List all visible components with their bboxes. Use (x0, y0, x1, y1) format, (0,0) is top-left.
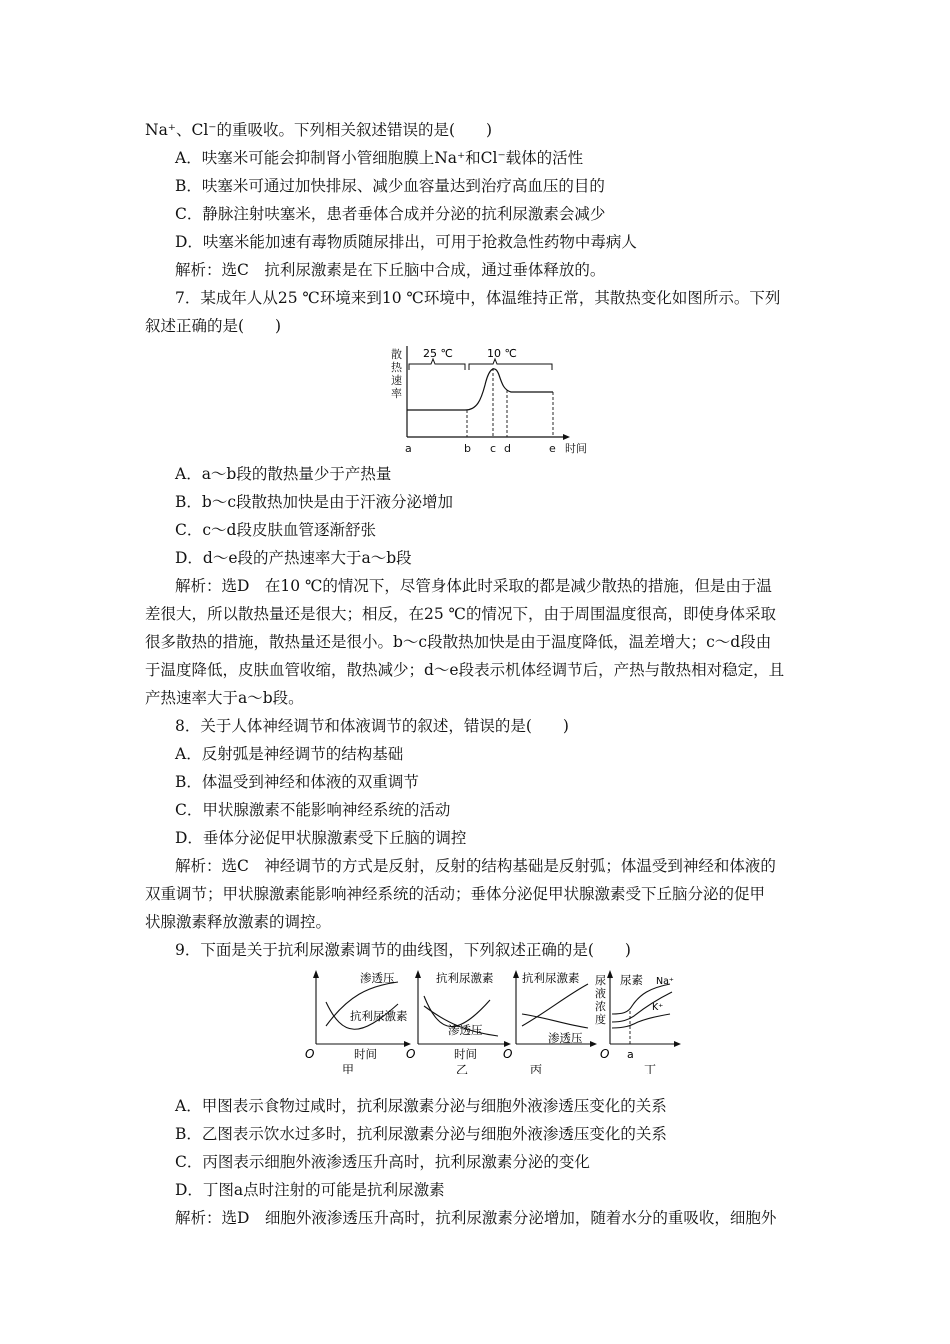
option-line: B．b～c段散热加快是由于汗液分泌增加 (175, 493, 453, 511)
analysis-line: 于温度降低，皮肤血管收缩，散热减少；d～e段表示机体经调节后，产热与散热相对稳定，且 (145, 661, 785, 679)
origin-label: O (406, 1047, 416, 1061)
option-line: D．垂体分泌促甲状腺激素受下丘脑的调控 (175, 829, 467, 847)
figure-9-adh-charts (298, 966, 688, 1074)
analysis-line: 状腺激素释放激素的调控。 (145, 913, 332, 931)
point-c: c (490, 442, 497, 455)
curve-adh (424, 996, 490, 1027)
curve-adh (522, 984, 588, 1026)
panel-bing (503, 970, 597, 1074)
label-k: K⁺ (652, 1002, 664, 1013)
label-urea: 尿素 (620, 973, 643, 987)
option-line: A．a～b段的散热量少于产热量 (175, 465, 392, 483)
point-b: b (464, 442, 471, 455)
y-label-char: 尿 (595, 974, 606, 987)
label-bottom: 渗透压 (448, 1023, 483, 1037)
question-9-stem: 9．下面是关于抗利尿激素调节的曲线图，下列叙述正确的是( ) (175, 941, 631, 959)
origin-label: O (305, 1047, 315, 1061)
option-line: C．c～d段皮肤血管逐渐舒张 (175, 521, 376, 539)
y-label-char: 散 (391, 348, 402, 361)
label-top: 抗利尿激素 (522, 971, 580, 985)
zone-10-bracket (469, 359, 552, 370)
option-line: C．静脉注射呋塞米，患者垂体合成并分泌的抗利尿激素会减少 (175, 205, 606, 223)
point-e: e (549, 442, 556, 455)
x-axis-label: 时间 (354, 1047, 377, 1061)
option-line: A．呋塞米可能会抑制肾小管细胞膜上Na⁺和Cl⁻载体的活性 (175, 149, 584, 167)
x-axis-arrow (563, 434, 570, 440)
point-a: a (405, 442, 412, 455)
option-line: B．体温受到神经和体液的双重调节 (175, 773, 419, 791)
y-label-char: 率 (391, 387, 402, 400)
analysis-line: 解析：选C 抗利尿激素是在下丘脑中合成，通过垂体释放的。 (175, 261, 606, 279)
analysis-line: 很多散热的措施，散热量还是很小。b～c段散热加快是由于温度降低，温差增大；c～d段由 (145, 633, 772, 651)
panel-jia (305, 970, 411, 1074)
figure-7-heat-dissipation-chart (385, 340, 600, 456)
analysis-line: 产热速率大于a～b段。 (145, 689, 304, 707)
panel-caption: 乙 (456, 1063, 469, 1074)
analysis-line: 差很大，所以散热量还是很大；相反，在25 ℃的情况下，由于周围温度很高，即使身体采取 (145, 605, 776, 623)
origin-label: O (503, 1047, 513, 1061)
origin-label: O (600, 1047, 610, 1061)
y-label-char: 度 (595, 1013, 606, 1026)
y-label-char: 热 (391, 361, 402, 374)
option-line: A．反射弧是神经调节的结构基础 (175, 745, 404, 763)
zone-10-label: 10 ℃ (487, 347, 517, 360)
option-line: D．呋塞米能加速有毒物质随尿排出，可用于抢救急性药物中毒病人 (175, 233, 637, 251)
point-a: a (627, 1048, 634, 1061)
panel-caption: 甲 (342, 1063, 355, 1074)
label-top: 抗利尿激素 (436, 971, 494, 985)
option-line: C．丙图表示细胞外液渗透压升高时，抗利尿激素分泌的变化 (175, 1153, 590, 1171)
zone-25-bracket (409, 359, 465, 370)
analysis-line: 解析：选C 神经调节的方式是反射，反射的结构基础是反射弧；体温受到神经和体液的 (175, 857, 776, 875)
question-7-stem-cont: 叙述正确的是( ) (145, 317, 282, 335)
panel-caption: 丁 (644, 1063, 657, 1074)
analysis-line: 双重调节；甲状腺激素能影响神经系统的活动；垂体分泌促甲状腺激素受下丘脑分泌的促甲 (145, 885, 766, 903)
text-line: Na⁺、Cl⁻的重吸收。下列相关叙述错误的是( ) (145, 121, 493, 139)
x-axis-label: 时间 (565, 442, 587, 455)
label-top: 渗透压 (360, 971, 395, 985)
analysis-line: 解析：选D 细胞外液渗透压升高时，抗利尿激素分泌增加，随着水分的重吸收，细胞外 (175, 1209, 777, 1227)
panel-caption: 丙 (530, 1063, 543, 1074)
option-line: B．乙图表示饮水过多时，抗利尿激素分泌与细胞外液渗透压变化的关系 (175, 1125, 667, 1143)
curve-osmotic (522, 1014, 588, 1028)
analysis-line: 解析：选D 在10 ℃的情况下，尽管身体此时采取的都是减少散热的措施，但是由于温 (175, 577, 772, 595)
question-7-stem: 7．某成年人从25 ℃环境来到10 ℃环境中，体温维持正常，其散热变化如图所示。下列 (175, 289, 781, 307)
heat-dissipation-curve (407, 369, 553, 410)
panel-yi (406, 970, 511, 1074)
option-line: D．d～e段的产热速率大于a～b段 (175, 549, 412, 567)
panel-ding (595, 970, 681, 1074)
option-line: C．甲状腺激素不能影响神经系统的活动 (175, 801, 451, 819)
option-line: A．甲图表示食物过咸时，抗利尿激素分泌与细胞外液渗透压变化的关系 (175, 1097, 667, 1115)
point-d: d (504, 442, 511, 455)
y-label-char: 液 (595, 987, 606, 1000)
label-na: Na⁺ (656, 976, 674, 987)
zone-25-label: 25 ℃ (423, 347, 453, 360)
question-8-stem: 8．关于人体神经调节和体液调节的叙述，错误的是( ) (175, 717, 569, 735)
label-bottom: 抗利尿激素 (350, 1009, 408, 1023)
option-line: B．呋塞米可通过加快排尿、减少血容量达到治疗高血压的目的 (175, 177, 605, 195)
option-line: D．丁图a点时注射的可能是抗利尿激素 (175, 1181, 445, 1199)
label-bottom: 渗透压 (548, 1031, 583, 1045)
y-label-char: 速 (391, 374, 402, 387)
x-axis-label: 时间 (454, 1047, 477, 1061)
y-label-char: 浓 (595, 1000, 606, 1013)
